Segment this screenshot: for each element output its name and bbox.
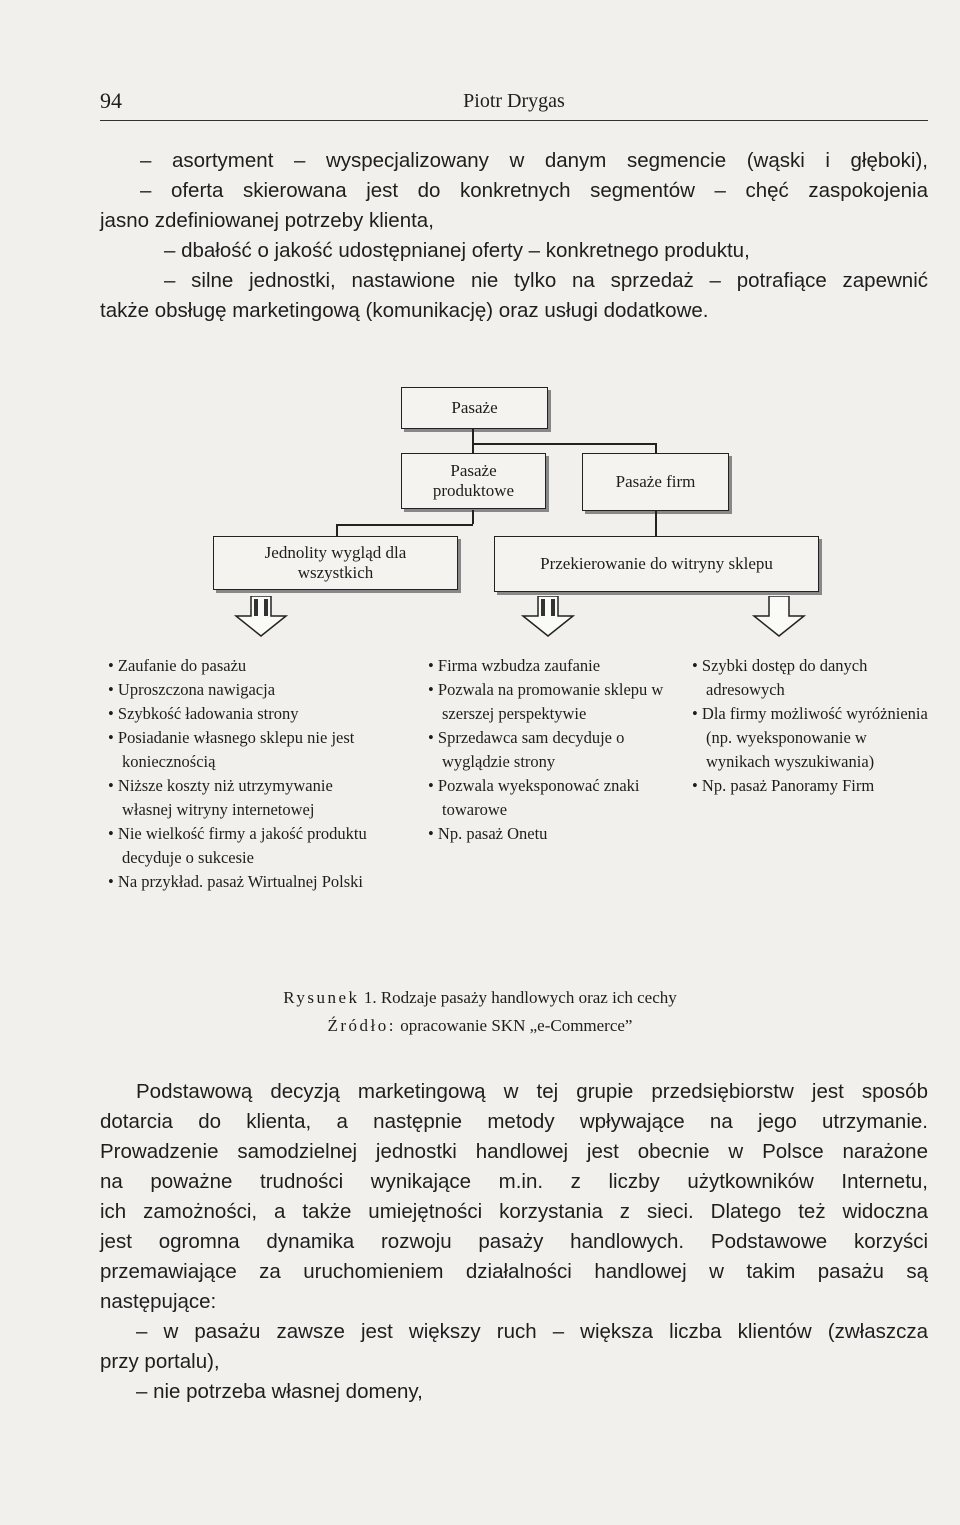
box-jednolity-wyglad: Jednolity wygląd dla wszystkich (213, 536, 458, 590)
text-line: także obsługę marketingową (komunikację) oraz usługi dodatkowe. (100, 299, 709, 322)
connector (336, 524, 338, 536)
caption-label: Rysunek (283, 988, 360, 1007)
list-pasaze-firm (692, 654, 932, 798)
text-line: – nie potrzeba własnej domeny, (136, 1380, 423, 1403)
connector (472, 443, 474, 453)
list-item: • Na przykład. pasaż Wirtualnej Polski (108, 870, 373, 894)
list-item: • Posiadanie własnego sklepu nie jest koniecznością (108, 726, 373, 774)
text-line: przy portalu), (100, 1350, 220, 1373)
list-item: • Zaufanie do pasażu (108, 654, 373, 678)
caption-text: 1. Rodzaje pasaży handlowych oraz ich cechy (363, 988, 677, 1007)
list-item: • Uproszczona nawigacja (108, 678, 373, 702)
arrow-down-icon (752, 596, 806, 638)
text-line: dotarcia do klienta, a następnie metody wpływające na jego utrzymanie. (100, 1110, 928, 1133)
text-line: ich zamożności, a także umiejętności korzystania z sieci. Dlatego też widoczna (100, 1200, 928, 1223)
box-root: Pasaże (401, 387, 548, 429)
arrow-down-icon (521, 596, 575, 638)
text-line: – silne jednostki, nastawione nie tylko na sprzedaż – potrafiące zapewnić (164, 269, 928, 292)
list-item: • Nie wielkość firmy a jakość produktu decyduje o sukcesie (108, 822, 373, 870)
figure-source (0, 1016, 960, 1036)
text-line: na poważne trudności wynikające m.in. z liczby użytkowników Internetu, (100, 1170, 928, 1193)
connector (472, 428, 474, 444)
arrow-down-icon (234, 596, 288, 638)
list-item: • Np. pasaż Onetu (428, 822, 668, 846)
list-item: • Szybki dostęp do danych adresowych (692, 654, 932, 702)
text-line: Podstawową decyzją marketingową w tej grupie przedsiębiorstw jest sposób (136, 1080, 928, 1103)
text-line: jasno zdefiniowanej potrzeby klienta, (100, 209, 434, 232)
list-item: • Dla firmy możliwość wyróżnienia (np. wyeksponowanie w wynikach wyszukiwania) (692, 702, 932, 774)
connector (472, 443, 655, 445)
connector (655, 510, 657, 536)
list-item: • Firma wzbudza zaufanie (428, 654, 668, 678)
box-pasaze-firm: Pasaże firm (582, 453, 729, 511)
figure-pasaze (0, 370, 960, 1035)
bottom-paragraph (100, 1077, 928, 1407)
list-item: • Np. pasaż Panoramy Firm (692, 774, 932, 798)
text-line: – asortyment – wyspecjalizowany w danym segmencie (wąski i głęboki), (140, 149, 928, 172)
source-label: Źródło: (327, 1016, 396, 1035)
list-item: • Szybkość ładowania strony (108, 702, 373, 726)
top-paragraph (100, 146, 928, 326)
box-przekierowanie: Przekierowanie do witryny sklepu (494, 536, 819, 592)
connector (472, 510, 474, 524)
text-line: następujące: (100, 1290, 217, 1313)
connector (655, 443, 657, 453)
text-line: jest ogromna dynamika rozwoju pasaży handlowych. Podstawowe korzyści (100, 1230, 928, 1253)
text-line: – dbałość o jakość udostępnianej oferty – konkretnego produktu, (164, 239, 750, 262)
list-item: • Pozwala na promowanie sklepu w szerszej perspektywie (428, 678, 668, 726)
source-text: opracowanie SKN „e-Commerce” (400, 1016, 633, 1035)
page-header (100, 84, 928, 121)
list-item: • Sprzedawca sam decyduje o wyglądzie strony (428, 726, 668, 774)
text-line: Prowadzenie samodzielnej jednostki handlowej jest obecnie w Polsce narażone (100, 1140, 928, 1163)
text-line: przemawiające za uruchomieniem działalności handlowej w takim pasażu są (100, 1260, 928, 1283)
box-pasaze-produktowe: Pasaże produktowe (401, 453, 546, 509)
text-line: – w pasażu zawsze jest większy ruch – większa liczba klientów (zwłaszcza (136, 1320, 928, 1343)
figure-caption (0, 988, 960, 1008)
list-item: • Niższe koszty niż utrzymywanie własnej witryny internetowej (108, 774, 373, 822)
text-line: – oferta skierowana jest do konkretnych segmentów – chęć zaspokojenia (140, 179, 928, 202)
list-item: • Pozwala wyeksponować znaki towarowe (428, 774, 668, 822)
list-pasaze-produktowe (108, 654, 373, 894)
connector (336, 524, 473, 526)
list-przekierowanie (428, 654, 668, 846)
running-head-author: Piotr Drygas (463, 90, 565, 112)
page-number: 94 (100, 88, 122, 113)
